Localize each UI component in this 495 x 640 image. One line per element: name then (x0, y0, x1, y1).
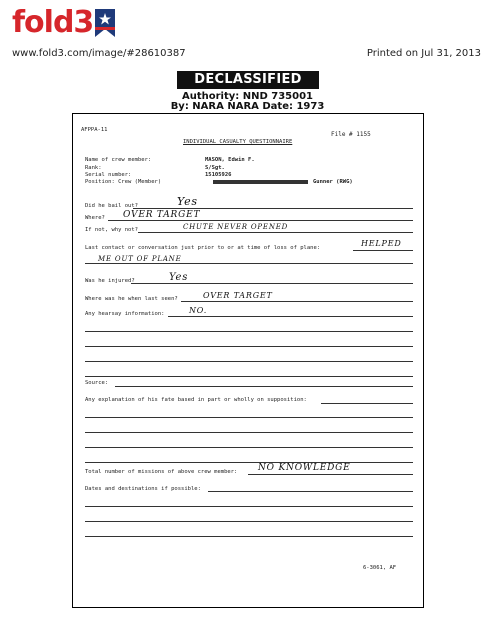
answer-ifnot: CHUTE NEVER OPENED (183, 223, 289, 231)
blank-line (85, 521, 413, 522)
blank-line (85, 376, 413, 377)
answer-last-contact-1: HELPED (361, 239, 402, 248)
answer-hearsay: NO. (189, 306, 208, 315)
label-position: Position: Crew (Member) (85, 179, 162, 185)
logo-text: fold3 (12, 5, 94, 40)
answer-bail: Yes (177, 195, 198, 208)
declass-by: By: NARA NARA Date: 1973 (170, 101, 325, 112)
form-id: AFPPA-11 (81, 127, 108, 133)
value-position: Gunner (RWG) (313, 179, 353, 185)
image-url[interactable]: www.fold3.com/image/#28610387 (12, 48, 186, 59)
answer-line (248, 474, 413, 475)
blank-line (85, 462, 413, 463)
answer-where-last: OVER TARGET (203, 291, 273, 300)
label-where-last: Where was he when last seen? (85, 296, 178, 302)
answer-line (321, 403, 413, 404)
answer-line (131, 283, 413, 284)
flag-icon (95, 9, 115, 37)
answer-line (181, 301, 413, 302)
value-rank: S/Sgt. (205, 165, 225, 171)
blank-line (85, 361, 413, 362)
printed-date: Printed on Jul 31, 2013 (366, 48, 481, 59)
label-last-contact: Last contact or conversation just prior to or at time of loss of plane: (85, 245, 321, 251)
answer-line (138, 232, 413, 233)
file-number: File # 1155 (331, 131, 371, 138)
answer-line (168, 316, 413, 317)
answer-line (108, 220, 413, 221)
label-serial: Serial number: (85, 172, 132, 178)
blank-line (85, 432, 413, 433)
answer-missions: NO KNOWLEDGE (258, 463, 351, 473)
answer-line (85, 263, 413, 264)
label-injured: Was he injured? (85, 278, 135, 284)
blank-line (85, 417, 413, 418)
value-name: MASON, Edwin F. (205, 157, 255, 163)
form-code: 6-3061, AF (363, 565, 397, 571)
label-source: Source: (85, 380, 109, 386)
declassified-stamp: DECLASSIFIED (177, 71, 319, 89)
answer-line (115, 386, 413, 387)
label-name: Name of crew member: (85, 157, 152, 163)
blank-line (85, 346, 413, 347)
form-title: INDIVIDUAL CASUALTY QUESTIONNAIRE (183, 139, 293, 145)
questionnaire-form (72, 113, 424, 608)
fold3-logo[interactable] (12, 6, 115, 40)
label-where: Where? (85, 215, 105, 221)
answer-last-contact-2: ME OUT OF PLANE (98, 255, 182, 263)
answer-line (133, 208, 413, 209)
label-dates: Dates and destinations if possible: (85, 486, 201, 492)
label-bail: Did he bail out? (85, 203, 138, 209)
blank-line (85, 506, 413, 507)
blank-line (85, 536, 413, 537)
answer-line (353, 250, 413, 251)
label-explanation: Any explanation of his fate based in part or wholly on supposition: (85, 397, 307, 403)
answer-where: OVER TARGET (123, 210, 201, 220)
label-ifnot: If not, why not? (85, 227, 138, 233)
declass-authority: Authority: NND 735001 (181, 91, 314, 102)
answer-line (208, 491, 413, 492)
blank-line (85, 447, 413, 448)
value-serial: 15105926 (205, 172, 232, 178)
label-rank: Rank: (85, 165, 102, 171)
answer-injured: Yes (169, 272, 189, 283)
redaction-bar (213, 180, 308, 184)
blank-line (85, 331, 413, 332)
label-hearsay: Any hearsay information: (85, 311, 165, 317)
label-missions: Total number of missions of above crew member: (85, 469, 238, 475)
